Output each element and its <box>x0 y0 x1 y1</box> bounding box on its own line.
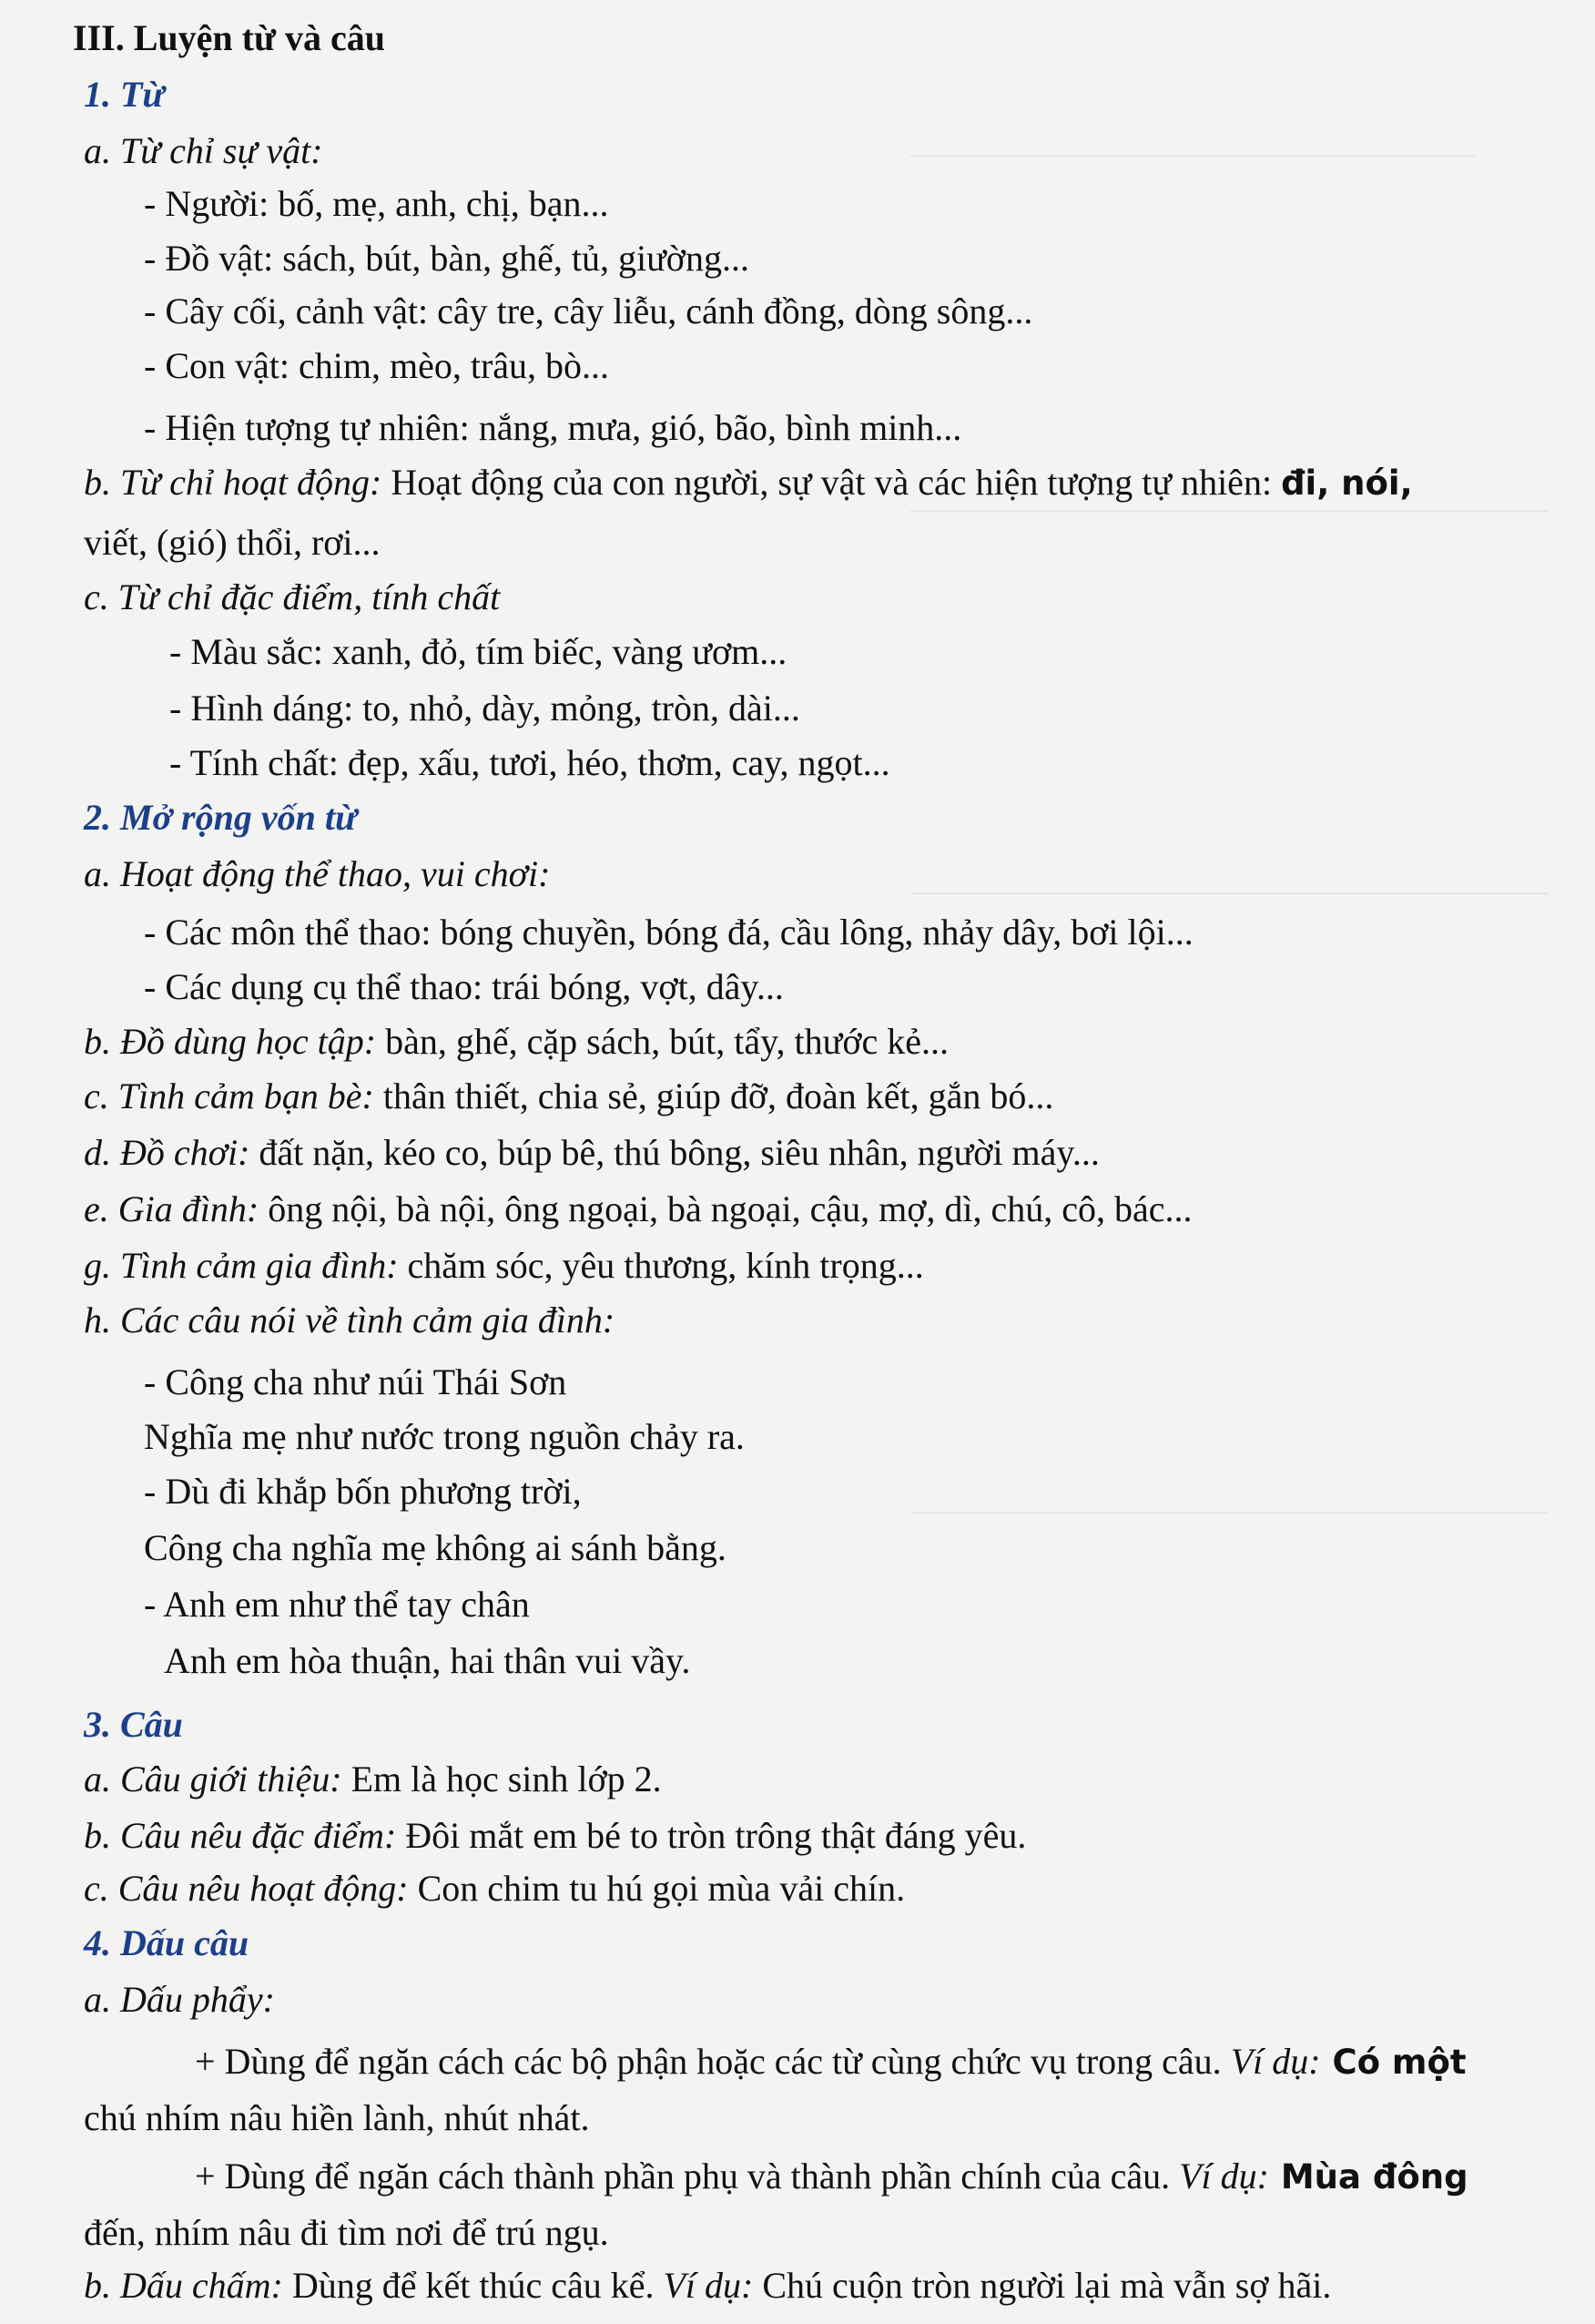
list-item: - Tính chất: đẹp, xấu, tươi, héo, thơm, cay, ngọt... <box>169 742 890 783</box>
list-item: - Cây cối, cảnh vật: cây tre, cây liễu, cánh đồng, dòng sông... <box>144 290 1033 331</box>
paragraph-continuation: viết, (gió) thổi, rơi... <box>84 522 381 563</box>
heading-mo-rong-von-tu: 2. Mở rộng vốn từ <box>84 797 357 838</box>
proverb-line: Nghĩa mẹ như nước trong nguồn chảy ra. <box>144 1416 745 1457</box>
example-text: đi, nói, <box>1281 464 1413 503</box>
bleed-line <box>910 155 1475 157</box>
rule-paragraph <box>195 2155 1468 2199</box>
proverb-line: Anh em hòa thuận, hai thân vui vầy. <box>164 1640 691 1681</box>
example-text: Mùa đông <box>1268 2157 1468 2197</box>
item-do-dung-hoc-tap <box>84 1020 949 1064</box>
list-item: - Các dụng cụ thể thao: trái bóng, vợt, dây... <box>144 966 784 1007</box>
paragraph-continuation: đến, nhím nâu đi tìm nơi để trú ngụ. <box>84 2212 609 2253</box>
list-item: - Người: bố, mẹ, anh, chị, bạn... <box>144 183 609 224</box>
item-label: c. Tình cảm bạn bè: <box>84 1075 374 1116</box>
paragraph-continuation: chú nhím nâu hiền lành, nhút nhát. <box>84 2097 590 2138</box>
item-text: thân thiết, chia sẻ, giúp đỡ, đoàn kết, gắn bó... <box>373 1075 1054 1116</box>
item-text: Đôi mắt em bé to tròn trông thật đáng yêu. <box>396 1815 1027 1856</box>
bleed-line <box>910 892 1548 894</box>
example-label: Ví dụ: <box>1230 2041 1321 2082</box>
item-label: b. Đồ dùng học tập: <box>84 1021 377 1062</box>
item-tinh-cam-ban-be <box>84 1075 1053 1118</box>
list-item: - Đồ vật: sách, bút, bàn, ghế, tủ, giường... <box>144 238 749 279</box>
proverb-line: - Dù đi khắp bốn phương trời, <box>144 1471 582 1512</box>
item-text: Em là học sinh lớp 2. <box>341 1758 662 1799</box>
rule-text: + Dùng để ngăn cách các bộ phận hoặc các từ cùng chức vụ trong câu. <box>195 2041 1231 2082</box>
item-text: Dùng để kết thúc câu kể. <box>282 2265 664 2306</box>
label-dau-phay: a. Dấu phẩy: <box>84 1979 275 2020</box>
heading-cau: 3. Câu <box>84 1704 183 1745</box>
paragraph-tu-chi-hoat-dong <box>84 461 1413 505</box>
rule-text: + Dùng để ngăn cách thành phần phụ và thành phần chính của câu. <box>195 2156 1180 2197</box>
item-dau-cham <box>84 2264 1331 2308</box>
example-text: Có một <box>1320 2043 1467 2082</box>
example-text: Chú cuộn tròn người lại mà vẫn sợ hãi. <box>753 2265 1332 2306</box>
item-label: c. Câu nêu hoạt động: <box>84 1868 409 1909</box>
label-tu-chi-su-vat: a. Từ chỉ sự vật: <box>84 130 323 171</box>
label-tu-chi-hoat-dong: b. Từ chỉ hoạt động: <box>84 462 382 503</box>
label-tu-chi-dac-diem: c. Từ chỉ đặc điểm, tính chất <box>84 576 501 617</box>
item-gia-dinh <box>84 1187 1193 1231</box>
item-cau-neu-hoat-dong <box>84 1867 905 1911</box>
list-item: - Các môn thể thao: bóng chuyền, bóng đá, cầu lông, nhảy dây, bơi lội... <box>144 912 1194 953</box>
item-label: e. Gia đình: <box>84 1188 259 1229</box>
item-text: ông nội, bà nội, ông ngoại, bà ngoại, cậu, mợ, dì, chú, cô, bác... <box>259 1188 1193 1229</box>
item-text: chăm sóc, yêu thương, kính trọng... <box>398 1245 924 1286</box>
item-tinh-cam-gia-dinh <box>84 1244 924 1288</box>
item-label: g. Tình cảm gia đình: <box>84 1245 399 1286</box>
list-item: - Màu sắc: xanh, đỏ, tím biếc, vàng ươm... <box>169 631 787 672</box>
item-label: a. Câu giới thiệu: <box>84 1758 342 1799</box>
item-text: Con chim tu hú gọi mùa vải chín. <box>408 1868 906 1909</box>
example-label: Ví dụ: <box>1179 2156 1269 2197</box>
item-do-choi <box>84 1131 1100 1175</box>
item-label: d. Đồ chơi: <box>84 1132 250 1173</box>
label-cau-noi-gia-dinh: h. Các câu nói về tình cảm gia đình: <box>84 1300 615 1340</box>
item-cau-neu-dac-diem <box>84 1814 1026 1858</box>
bleed-line <box>910 510 1548 512</box>
proverb-line: Công cha nghĩa mẹ không ai sánh bằng. <box>144 1527 726 1568</box>
item-text: bàn, ghế, cặp sách, bút, tẩy, thước kẻ... <box>376 1021 950 1062</box>
item-label: b. Câu nêu đặc điểm: <box>84 1815 397 1856</box>
list-item: - Hiện tượng tự nhiên: nắng, mưa, gió, bão, bình minh... <box>144 407 962 448</box>
bleed-line <box>910 1512 1548 1514</box>
heading-dau-cau: 4. Dấu câu <box>84 1922 249 1963</box>
section-title: III. Luyện từ và câu <box>73 17 385 58</box>
list-item: - Con vật: chim, mèo, trâu, bò... <box>144 345 610 386</box>
rule-paragraph <box>195 2040 1467 2084</box>
proverb-line: - Anh em như thể tay chân <box>144 1584 530 1625</box>
item-text: đất nặn, kéo co, búp bê, thú bông, siêu nhân, người máy... <box>249 1132 1100 1173</box>
list-item: - Hình dáng: to, nhỏ, dày, mỏng, tròn, dài... <box>169 688 800 729</box>
item-label: b. Dấu chấm: <box>84 2265 283 2306</box>
heading-tu: 1. Từ <box>84 74 165 115</box>
proverb-line: - Công cha như núi Thái Sơn <box>144 1361 567 1402</box>
body-text: Hoạt động của con người, sự vật và các hiện tượng tự nhiên: <box>381 462 1282 503</box>
label-hoat-dong-the-thao: a. Hoạt động thể thao, vui chơi: <box>84 853 551 894</box>
item-cau-gioi-thieu <box>84 1758 662 1801</box>
example-label: Ví dụ: <box>663 2265 754 2306</box>
